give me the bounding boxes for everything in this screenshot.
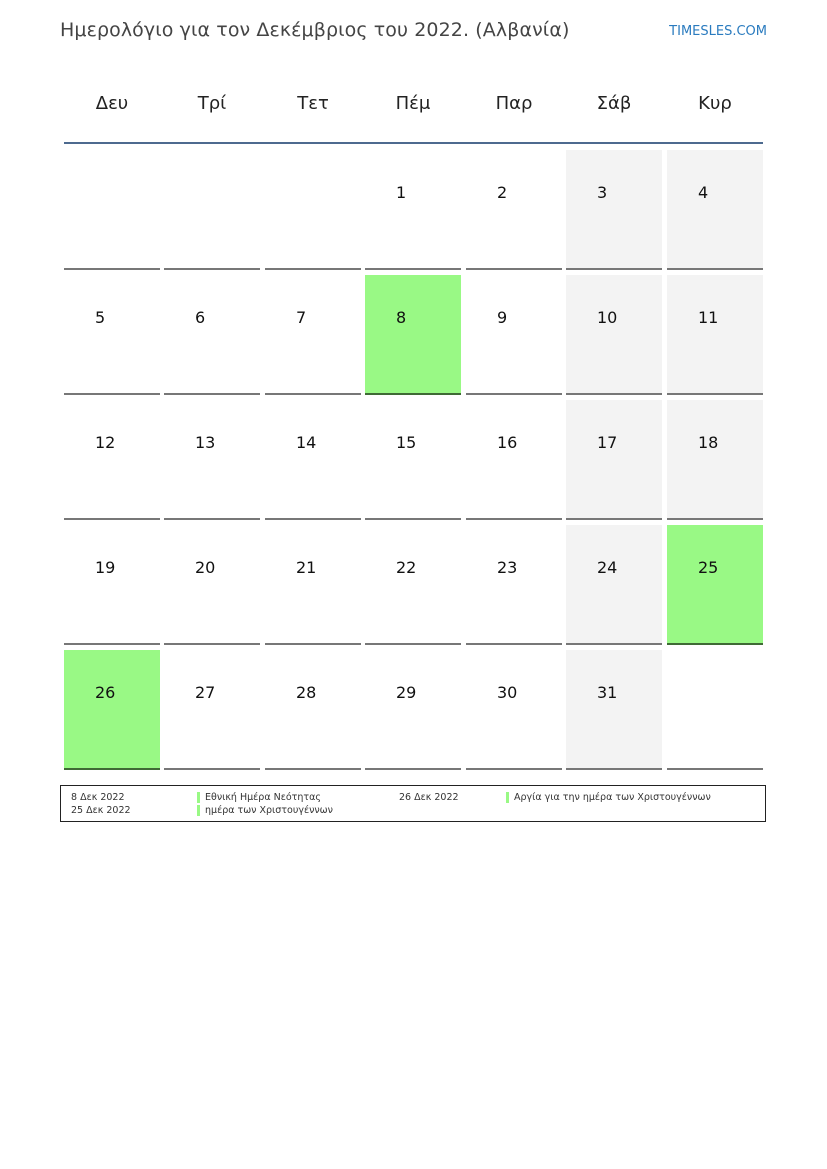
weekday-thu: Πέμ: [395, 93, 431, 114]
day-cell-31: [566, 650, 662, 770]
brand-link[interactable]: TIMESLES.COM: [669, 24, 767, 39]
day-cell-26: [64, 650, 160, 770]
day-cell-12: [64, 400, 160, 520]
day-cell-2: [466, 150, 562, 270]
day-number: 6: [195, 308, 206, 327]
day-number: 27: [195, 683, 216, 702]
page-title: Ημερολόγιο για τον Δεκέμβριος του 2022. (Αλβανία): [60, 19, 570, 41]
day-number: 23: [497, 558, 518, 577]
day-cell-18: [667, 400, 763, 520]
day-number: 13: [195, 433, 216, 452]
day-number: 26: [95, 683, 116, 702]
legend-color-marker: [197, 805, 200, 816]
day-cell-6: [164, 275, 260, 395]
weekday-tue: Τρί: [197, 93, 227, 114]
day-cell-21: [265, 525, 361, 645]
day-cell-30: [466, 650, 562, 770]
day-number: 9: [497, 308, 508, 327]
day-cell-4: [667, 150, 763, 270]
day-number: 10: [597, 308, 618, 327]
day-number: 11: [698, 308, 719, 327]
day-number: 25: [698, 558, 719, 577]
day-cell-20: [164, 525, 260, 645]
day-cell-15: [365, 400, 461, 520]
legend-date: 8 Δεκ 2022: [71, 792, 125, 803]
legend-color-marker: [197, 792, 200, 803]
day-cell-14: [265, 400, 361, 520]
day-cell-empty: [164, 150, 260, 270]
day-number: 22: [396, 558, 417, 577]
day-cell-29: [365, 650, 461, 770]
weekday-sat: Σάβ: [596, 93, 632, 114]
day-cell-7: [265, 275, 361, 395]
day-number: 1: [396, 183, 407, 202]
day-number: 4: [698, 183, 709, 202]
day-cell-19: [64, 525, 160, 645]
day-number: 29: [396, 683, 417, 702]
day-number: 3: [597, 183, 608, 202]
day-cell-empty: [667, 650, 763, 770]
day-number: 16: [497, 433, 518, 452]
day-cell-27: [164, 650, 260, 770]
day-number: 8: [396, 308, 407, 327]
legend-color-marker: [506, 792, 509, 803]
day-cell-empty: [64, 150, 160, 270]
day-cell-16: [466, 400, 562, 520]
legend-holiday-name: Εθνική Ημέρα Νεότητας: [205, 792, 321, 803]
day-number: 30: [497, 683, 518, 702]
legend-holiday-name: Αργία για την ημέρα των Χριστουγέννων: [514, 792, 711, 803]
day-number: 18: [698, 433, 719, 452]
day-number: 2: [497, 183, 508, 202]
day-cell-17: [566, 400, 662, 520]
day-number: 28: [296, 683, 317, 702]
day-number: 21: [296, 558, 317, 577]
day-cell-1: [365, 150, 461, 270]
day-cell-8: [365, 275, 461, 395]
day-cell-5: [64, 275, 160, 395]
weekday-sun: Κυρ: [698, 93, 732, 114]
day-number: 31: [597, 683, 618, 702]
day-number: 19: [95, 558, 116, 577]
day-number: 7: [296, 308, 307, 327]
day-number: 24: [597, 558, 618, 577]
day-number: 15: [396, 433, 417, 452]
day-cell-22: [365, 525, 461, 645]
weekday-fri: Παρ: [495, 93, 533, 114]
legend-date: 25 Δεκ 2022: [71, 805, 131, 816]
day-cell-13: [164, 400, 260, 520]
legend-date: 26 Δεκ 2022: [399, 792, 459, 803]
day-number: 14: [296, 433, 317, 452]
weekday-wed: Τετ: [297, 93, 329, 114]
day-number: 5: [95, 308, 106, 327]
weekday-mon: Δευ: [95, 93, 129, 114]
day-cell-25: [667, 525, 763, 645]
holiday-legend: [60, 785, 766, 822]
weekday-header: [64, 80, 763, 128]
day-cell-10: [566, 275, 662, 395]
day-cell-28: [265, 650, 361, 770]
header-divider: [64, 142, 763, 144]
day-cell-3: [566, 150, 662, 270]
legend-holiday-name: ημέρα των Χριστουγέννων: [205, 805, 333, 816]
day-cell-empty: [265, 150, 361, 270]
day-cell-11: [667, 275, 763, 395]
day-number: 17: [597, 433, 618, 452]
day-cell-24: [566, 525, 662, 645]
day-number: 12: [95, 433, 116, 452]
day-number: 20: [195, 558, 216, 577]
day-cell-9: [466, 275, 562, 395]
day-cell-23: [466, 525, 562, 645]
